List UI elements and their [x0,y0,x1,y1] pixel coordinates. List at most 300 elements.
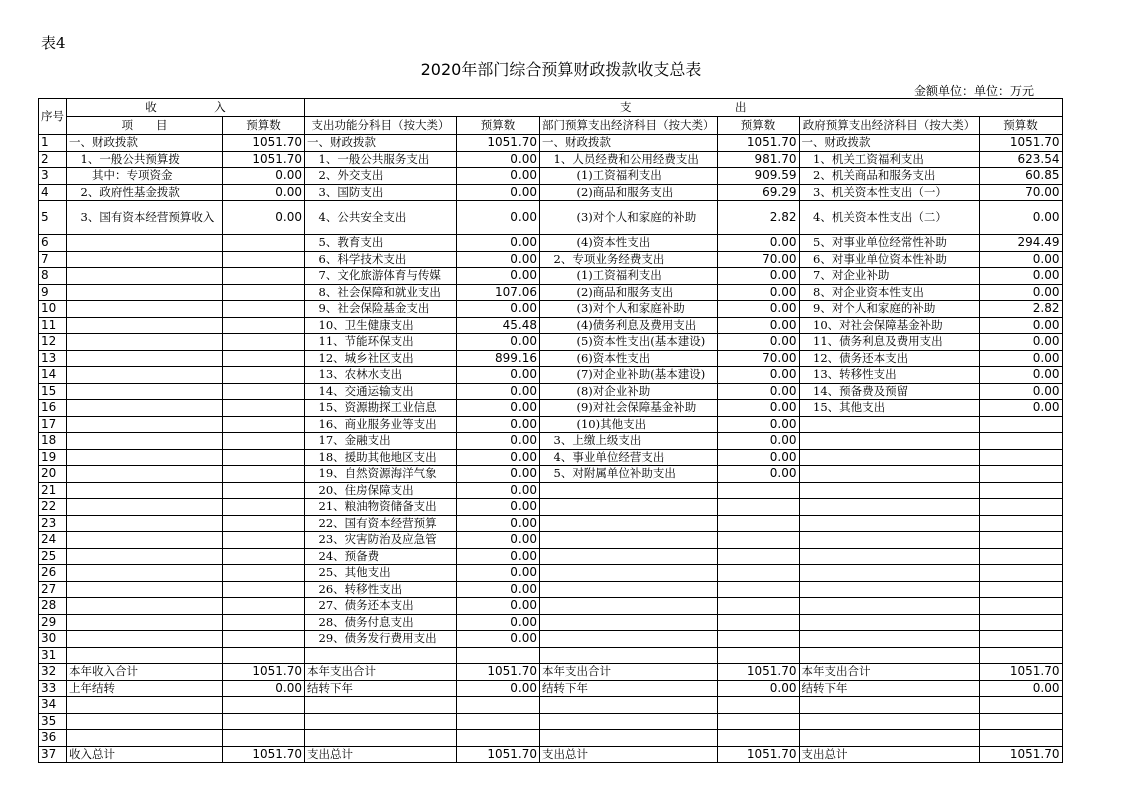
income-budget-cell: 1051.70 [223,664,305,681]
gov-econ-subject-cell: 4、机关资本性支出（二） [799,201,979,235]
dept-econ-budget-cell [717,697,799,714]
func-subject-cell: 本年支出合计 [305,664,457,681]
income-budget-cell [223,400,305,417]
header-gov-econ: 政府预算支出经济科目（按大类） [799,117,979,135]
gov-econ-budget-cell: 0.00 [979,317,1062,334]
row-number-cell: 19 [39,449,67,466]
dept-econ-budget-cell: 0.00 [717,433,799,450]
dept-econ-subject-cell [540,532,718,549]
gov-econ-budget-cell: 60.85 [979,168,1062,185]
gov-econ-subject-cell: 11、债务利息及费用支出 [799,334,979,351]
income-budget-cell [223,317,305,334]
func-budget-cell: 0.00 [457,383,540,400]
gov-econ-subject-cell [799,515,979,532]
table-row [39,515,1063,532]
func-subject-cell: 7、文化旅游体育与传媒 [305,268,457,285]
table-row [39,482,1063,499]
dept-econ-subject-cell: 4、事业单位经营支出 [540,449,718,466]
table-row [39,416,1063,433]
income-budget-cell [223,284,305,301]
gov-econ-budget-cell: 0.00 [979,268,1062,285]
row-number-cell: 27 [39,581,67,598]
income-item-cell [67,235,223,252]
income-budget-cell [223,383,305,400]
func-subject-cell: 10、卫生健康支出 [305,317,457,334]
gov-econ-budget-cell: 0.00 [979,383,1062,400]
dept-econ-budget-cell: 1051.70 [717,746,799,763]
income-budget-cell: 1051.70 [223,746,305,763]
income-budget-cell: 0.00 [223,168,305,185]
table-row [39,614,1063,631]
income-item-cell [67,251,223,268]
table-row [39,251,1063,268]
func-subject-cell [305,647,457,664]
table-row [39,433,1063,450]
income-budget-cell: 1051.70 [223,135,305,152]
dept-econ-subject-cell: (6)资本性支出 [540,350,718,367]
gov-econ-subject-cell [799,647,979,664]
func-subject-cell: 24、预备费 [305,548,457,565]
dept-econ-budget-cell [717,565,799,582]
func-subject-cell: 9、社会保险基金支出 [305,301,457,318]
header-dept-econ: 部门预算支出经济科目（按大类） [540,117,718,135]
income-item-cell [67,532,223,549]
income-budget-cell [223,334,305,351]
income-budget-cell [223,697,305,714]
table-row [39,730,1063,747]
dept-econ-subject-cell [540,730,718,747]
func-budget-cell: 0.00 [457,301,540,318]
row-number-cell: 2 [39,151,67,168]
func-subject-cell: 2、外交支出 [305,168,457,185]
income-budget-cell [223,367,305,384]
table-row [39,317,1063,334]
income-item-cell [67,400,223,417]
sheet-label: 表4 [41,34,66,52]
row-number-cell: 4 [39,184,67,201]
table-row [39,334,1063,351]
dept-econ-subject-cell: (3)对个人和家庭补助 [540,301,718,318]
func-subject-cell: 14、交通运输支出 [305,383,457,400]
row-number-cell: 14 [39,367,67,384]
func-budget-cell: 0.00 [457,251,540,268]
dept-econ-subject-cell: 一、财政拨款 [540,135,718,152]
income-budget-cell [223,235,305,252]
income-item-cell [67,367,223,384]
income-budget-cell [223,499,305,516]
dept-econ-subject-cell [540,482,718,499]
income-item-cell: 其中：专项资金 [67,168,223,185]
gov-econ-budget-cell [979,482,1062,499]
gov-econ-subject-cell [799,482,979,499]
func-budget-cell: 0.00 [457,416,540,433]
dept-econ-budget-cell: 0.00 [717,235,799,252]
dept-econ-subject-cell: 支出总计 [540,746,718,763]
dept-econ-budget-cell [717,631,799,648]
table-row [39,301,1063,318]
dept-econ-budget-cell: 0.00 [717,416,799,433]
income-budget-cell [223,631,305,648]
gov-econ-subject-cell: 3、机关资本性支出（一） [799,184,979,201]
gov-econ-subject-cell: 10、对社会保障基金补助 [799,317,979,334]
dept-econ-budget-cell: 909.59 [717,168,799,185]
income-budget-cell [223,713,305,730]
dept-econ-subject-cell: (8)对企业补助 [540,383,718,400]
income-budget-cell [223,466,305,483]
income-item-cell [67,515,223,532]
dept-econ-subject-cell: (9)对社会保障基金补助 [540,400,718,417]
gov-econ-subject-cell [799,416,979,433]
income-budget-cell [223,301,305,318]
dept-econ-subject-cell [540,647,718,664]
row-number-cell: 5 [39,201,67,235]
func-budget-cell: 0.00 [457,680,540,697]
gov-econ-budget-cell [979,631,1062,648]
row-number-cell: 37 [39,746,67,763]
gov-econ-budget-cell [979,449,1062,466]
income-budget-cell [223,647,305,664]
table-row [39,532,1063,549]
table-row [39,697,1063,714]
income-item-cell [67,565,223,582]
gov-econ-subject-cell [799,466,979,483]
gov-econ-subject-cell [799,449,979,466]
gov-econ-subject-cell [799,581,979,598]
gov-econ-subject-cell: 本年支出合计 [799,664,979,681]
budget-table [38,98,1063,763]
gov-econ-budget-cell [979,730,1062,747]
table-row [39,664,1063,681]
income-budget-cell [223,614,305,631]
income-budget-cell [223,482,305,499]
gov-econ-subject-cell: 15、其他支出 [799,400,979,417]
row-number-cell: 12 [39,334,67,351]
func-subject-cell [305,730,457,747]
dept-econ-subject-cell: (1)工资福利支出 [540,168,718,185]
gov-econ-subject-cell: 6、对事业单位资本性补助 [799,251,979,268]
table-row [39,565,1063,582]
func-budget-cell: 0.00 [457,515,540,532]
table-row [39,581,1063,598]
func-budget-cell: 45.48 [457,317,540,334]
income-item-cell: 本年收入合计 [67,664,223,681]
gov-econ-budget-cell: 0.00 [979,680,1062,697]
row-number-cell: 7 [39,251,67,268]
row-number-cell: 23 [39,515,67,532]
gov-econ-subject-cell: 9、对个人和家庭的补助 [799,301,979,318]
gov-econ-budget-cell: 0.00 [979,400,1062,417]
table-row [39,466,1063,483]
header-income: 收 入 [67,99,305,117]
gov-econ-subject-cell: 5、对事业单位经常性补助 [799,235,979,252]
gov-econ-budget-cell: 0.00 [979,284,1062,301]
row-number-cell: 16 [39,400,67,417]
amount-unit: 金额单位：单位：万元 [913,84,1034,98]
table-row [39,449,1063,466]
income-item-cell [67,268,223,285]
gov-econ-budget-cell: 0.00 [979,367,1062,384]
income-budget-cell [223,449,305,466]
func-subject-cell: 18、援助其他地区支出 [305,449,457,466]
income-item-cell: 1、一般公共预算拨 [67,151,223,168]
gov-econ-subject-cell: 一、财政拨款 [799,135,979,152]
func-subject-cell: 结转下年 [305,680,457,697]
dept-econ-subject-cell [540,614,718,631]
table-row [39,168,1063,185]
gov-econ-subject-cell: 14、预备费及预留 [799,383,979,400]
dept-econ-subject-cell [540,598,718,615]
gov-econ-budget-cell [979,647,1062,664]
income-item-cell [67,581,223,598]
income-item-cell [67,499,223,516]
dept-econ-budget-cell: 0.00 [717,466,799,483]
dept-econ-budget-cell [717,499,799,516]
gov-econ-budget-cell: 294.49 [979,235,1062,252]
row-number-cell: 10 [39,301,67,318]
func-budget-cell: 0.00 [457,168,540,185]
row-number-cell: 21 [39,482,67,499]
func-budget-cell: 0.00 [457,532,540,549]
income-budget-cell [223,581,305,598]
func-budget-cell: 0.00 [457,367,540,384]
gov-econ-budget-cell: 0.00 [979,350,1062,367]
func-budget-cell: 0.00 [457,581,540,598]
func-budget-cell: 0.00 [457,151,540,168]
gov-econ-subject-cell [799,548,979,565]
dept-econ-subject-cell: (3)对个人和家庭的补助 [540,201,718,235]
table-row [39,135,1063,152]
table-row [39,201,1063,235]
dept-econ-budget-cell: 69.29 [717,184,799,201]
table-row [39,284,1063,301]
gov-econ-budget-cell: 0.00 [979,201,1062,235]
row-number-cell: 33 [39,680,67,697]
func-subject-cell: 3、国防支出 [305,184,457,201]
gov-econ-budget-cell [979,416,1062,433]
income-item-cell [67,614,223,631]
income-budget-cell: 1051.70 [223,151,305,168]
dept-econ-budget-cell: 1051.70 [717,135,799,152]
gov-econ-subject-cell [799,631,979,648]
income-item-cell [67,730,223,747]
gov-econ-subject-cell [799,697,979,714]
dept-econ-budget-cell: 0.00 [717,680,799,697]
dept-econ-budget-cell [717,581,799,598]
func-subject-cell: 8、社会保障和就业支出 [305,284,457,301]
func-subject-cell: 17、金融支出 [305,433,457,450]
dept-econ-subject-cell: 本年支出合计 [540,664,718,681]
row-number-cell: 34 [39,697,67,714]
func-subject-cell: 25、其他支出 [305,565,457,582]
func-budget-cell: 0.00 [457,499,540,516]
func-subject-cell: 21、粮油物资储备支出 [305,499,457,516]
func-subject-cell: 19、自然资源海洋气象 [305,466,457,483]
dept-econ-subject-cell: (10)其他支出 [540,416,718,433]
dept-econ-budget-cell: 0.00 [717,400,799,417]
table-row [39,713,1063,730]
gov-econ-budget-cell [979,565,1062,582]
dept-econ-budget-cell [717,614,799,631]
func-subject-cell: 20、住房保障支出 [305,482,457,499]
dept-econ-subject-cell [540,581,718,598]
table-row [39,598,1063,615]
dept-econ-subject-cell [540,713,718,730]
row-number-cell: 8 [39,268,67,285]
dept-econ-subject-cell: 5、对附属单位补助支出 [540,466,718,483]
header-func-subject: 支出功能分科目（按大类） [305,117,457,135]
dept-econ-subject-cell [540,631,718,648]
income-item-cell [67,433,223,450]
gov-econ-budget-cell [979,499,1062,516]
row-number-cell: 25 [39,548,67,565]
dept-econ-budget-cell: 0.00 [717,367,799,384]
table-row [39,184,1063,201]
func-budget-cell: 0.00 [457,400,540,417]
dept-econ-budget-cell: 70.00 [717,251,799,268]
gov-econ-budget-cell [979,532,1062,549]
dept-econ-budget-cell: 0.00 [717,449,799,466]
table-row [39,746,1063,763]
income-budget-cell [223,350,305,367]
gov-econ-subject-cell: 1、机关工资福利支出 [799,151,979,168]
func-budget-cell: 0.00 [457,466,540,483]
gov-econ-budget-cell: 1051.70 [979,664,1062,681]
income-budget-cell [223,565,305,582]
gov-econ-subject-cell [799,614,979,631]
func-budget-cell [457,730,540,747]
header-budget: 预算数 [457,117,540,135]
dept-econ-subject-cell: (2)商品和服务支出 [540,184,718,201]
row-number-cell: 24 [39,532,67,549]
func-budget-cell: 0.00 [457,565,540,582]
gov-econ-budget-cell [979,598,1062,615]
dept-econ-budget-cell [717,532,799,549]
income-item-cell [67,301,223,318]
gov-econ-subject-cell: 2、机关商品和服务支出 [799,168,979,185]
income-item-cell: 一、财政拨款 [67,135,223,152]
income-item-cell [67,416,223,433]
table-row [39,151,1063,168]
dept-econ-budget-cell [717,730,799,747]
table-row [39,383,1063,400]
func-subject-cell: 1、一般公共服务支出 [305,151,457,168]
row-number-cell: 20 [39,466,67,483]
gov-econ-budget-cell: 1051.70 [979,746,1062,763]
gov-econ-subject-cell: 支出总计 [799,746,979,763]
income-item-cell [67,284,223,301]
func-budget-cell: 899.16 [457,350,540,367]
income-item-cell [67,482,223,499]
table-row [39,647,1063,664]
income-item-cell: 上年结转 [67,680,223,697]
row-number-cell: 9 [39,284,67,301]
row-number-cell: 15 [39,383,67,400]
dept-econ-budget-cell: 1051.70 [717,664,799,681]
header-budget: 预算数 [223,117,305,135]
dept-econ-subject-cell: (2)商品和服务支出 [540,284,718,301]
row-number-cell: 13 [39,350,67,367]
income-item-cell [67,334,223,351]
gov-econ-subject-cell: 8、对企业资本性支出 [799,284,979,301]
income-budget-cell: 0.00 [223,680,305,697]
table-row [39,680,1063,697]
dept-econ-subject-cell: 1、人员经费和公用经费支出 [540,151,718,168]
table-row [39,350,1063,367]
func-subject-cell: 23、灾害防治及应急管 [305,532,457,549]
table-row [39,367,1063,384]
dept-econ-budget-cell: 0.00 [717,284,799,301]
dept-econ-subject-cell [540,697,718,714]
header-seq: 序号 [39,99,67,135]
dept-econ-subject-cell [540,499,718,516]
income-item-cell [67,350,223,367]
func-subject-cell: 一、财政拨款 [305,135,457,152]
income-budget-cell: 0.00 [223,184,305,201]
income-budget-cell [223,730,305,747]
income-item-cell [67,548,223,565]
row-number-cell: 22 [39,499,67,516]
income-item-cell [67,383,223,400]
row-number-cell: 36 [39,730,67,747]
income-item-cell [67,631,223,648]
func-subject-cell: 28、债务付息支出 [305,614,457,631]
income-item-cell: 2、政府性基金拨款 [67,184,223,201]
income-budget-cell [223,268,305,285]
func-budget-cell [457,697,540,714]
dept-econ-budget-cell [717,713,799,730]
page-title: 2020年部门综合预算财政拨款收支总表 [420,60,702,79]
table-row [39,631,1063,648]
gov-econ-subject-cell [799,433,979,450]
header-budget: 预算数 [979,117,1062,135]
gov-econ-subject-cell: 12、债务还本支出 [799,350,979,367]
func-subject-cell: 11、节能环保支出 [305,334,457,351]
func-budget-cell: 0.00 [457,235,540,252]
gov-econ-budget-cell [979,515,1062,532]
dept-econ-subject-cell: 2、专项业务经费支出 [540,251,718,268]
income-item-cell [67,713,223,730]
row-number-cell: 26 [39,565,67,582]
gov-econ-subject-cell [799,499,979,516]
table-row [39,268,1063,285]
func-subject-cell [305,697,457,714]
dept-econ-subject-cell: 结转下年 [540,680,718,697]
gov-econ-budget-cell: 0.00 [979,334,1062,351]
income-budget-cell [223,515,305,532]
dept-econ-budget-cell: 0.00 [717,317,799,334]
dept-econ-budget-cell: 0.00 [717,301,799,318]
func-subject-cell: 26、转移性支出 [305,581,457,598]
func-budget-cell: 1051.70 [457,135,540,152]
dept-econ-subject-cell: (4)资本性支出 [540,235,718,252]
row-number-cell: 11 [39,317,67,334]
func-subject-cell [305,713,457,730]
gov-econ-subject-cell: 结转下年 [799,680,979,697]
func-budget-cell: 0.00 [457,614,540,631]
func-budget-cell: 0.00 [457,631,540,648]
dept-econ-budget-cell [717,598,799,615]
income-item-cell [67,598,223,615]
dept-econ-budget-cell [717,548,799,565]
func-budget-cell: 1051.70 [457,664,540,681]
dept-econ-subject-cell: 3、上缴上级支出 [540,433,718,450]
gov-econ-subject-cell [799,598,979,615]
gov-econ-budget-cell: 1051.70 [979,135,1062,152]
income-item-cell: 收入总计 [67,746,223,763]
dept-econ-subject-cell: (1)工资福利支出 [540,268,718,285]
header-expense: 支 出 [305,99,1063,117]
dept-econ-budget-cell: 981.70 [717,151,799,168]
